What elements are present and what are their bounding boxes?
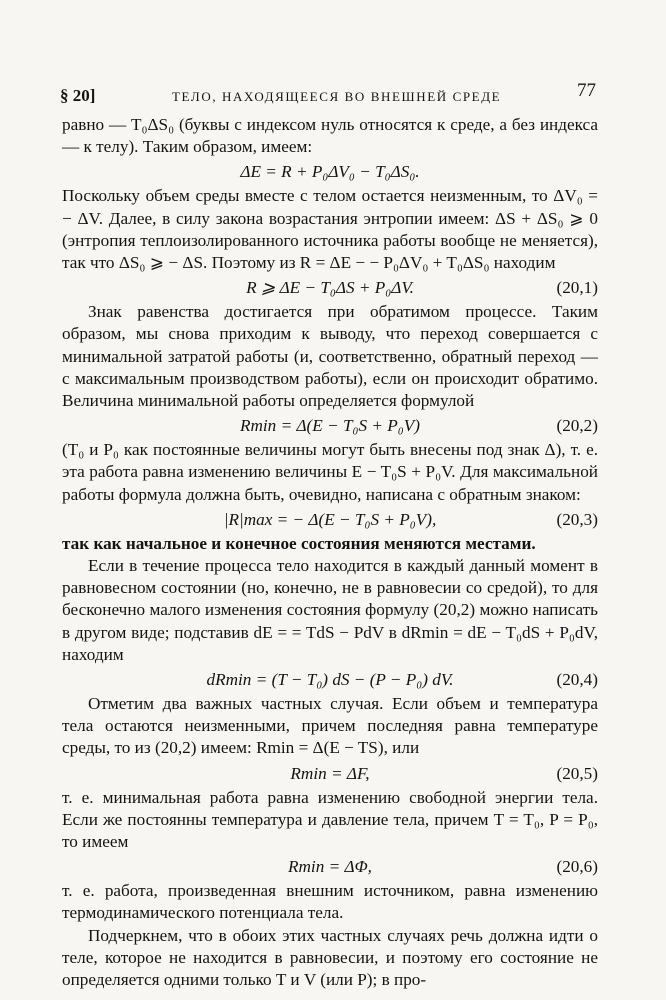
equation <box>62 158 598 185</box>
equation <box>62 274 598 301</box>
paragraph: Знак равенства достигается при обратимом процессе. Таким образом, мы снова приходим к выводу, что переход совершается с минимальной затратой работы (и, соответственно, обратный переход — с максимальным производством работы), если он происходит обратимо. Величина минимальной работы определяется формулой <box>62 302 598 411</box>
page-body <box>62 114 598 991</box>
equation <box>62 760 598 787</box>
equation-number: (20,2) <box>556 416 598 436</box>
paragraph: так как начальное и конечное состояния меняются местами. <box>62 533 536 553</box>
page-number: 77 <box>577 80 596 101</box>
paragraph: Подчеркнем, что в обоих этих частных случаях речь должна идти о теле, которое не находится в равновесии, и поэтому его состояние не определяется одними только T и V (или P); в про- <box>62 925 598 990</box>
running-title: ТЕЛО, НАХОДЯЩЕЕСЯ ВО ВНЕШНЕЙ СРЕДЕ <box>172 89 502 104</box>
equation-formula: R ⩾ ΔE − T₀ΔS + P₀ΔV. <box>246 278 414 298</box>
equation <box>62 666 598 693</box>
paragraph: Отметим два важных частных случая. Если объем и температура тела остаются неизменными, причем последняя равна температуре среды, то из (20,2) имеем: Rmin = Δ(E − TS), или <box>62 694 598 758</box>
section-marker: § 20] <box>60 86 96 105</box>
equation-number: (20,6) <box>556 857 598 877</box>
paragraph: (T₀ и P₀ как постоянные величины могут быть внесены под знак Δ), т. е. эта работа равна изменению величины E − T₀S + P₀V. Для максимальной работы формула должна быть, очевидно, написана с обратным знаком: <box>62 440 598 504</box>
equation-formula: Rmin = Δ(E − T₀S + P₀V) <box>240 416 420 436</box>
equation-number: (20,3) <box>556 509 598 529</box>
equation-formula: ΔE = R + P₀ΔV₀ − T₀ΔS₀. <box>240 162 420 182</box>
equation-formula: dRmin = (T − T₀) dS − (P − P₀) dV. <box>206 670 454 690</box>
equation-number: (20,5) <box>556 763 598 783</box>
paragraph: Если в течение процесса тело находится в каждый данный момент в равновесном состоянии (но, конечно, не в равновесии со средой), то для бесконечно малого изменения состояния формулу (20,2) можно написать в другом виде; подставив dE = = TdS − PdV в dRmin = dE − T₀dS + P₀dV, находим <box>62 556 598 664</box>
equation <box>62 853 598 880</box>
paragraph: т. е. минимальная работа равна изменению свободной энергии тела. Если же постоянны температура и давление тела, причем T = T₀, P = P₀, то имеем <box>62 787 598 852</box>
equation-formula: Rmin = ΔΦ, <box>288 857 372 877</box>
equation-formula: Rmin = ΔF, <box>290 763 370 783</box>
running-header <box>60 80 596 106</box>
equation-number: (20,4) <box>556 670 598 690</box>
paragraph: Поскольку объем среды вместе с телом остается неизменным, то ΔV₀ = − ΔV. Далее, в силу закона возрастания энтропии имеем: ΔS + ΔS₀ ⩾ 0 (энтропия теплоизолированного источника работы вообще не меняется), так что ΔS₀ ⩾ − ΔS. Поэтому из R = ΔE − − P₀ΔV₀ + T₀ΔS₀ находим <box>62 186 598 273</box>
equation-formula: |R|max = − Δ(E − T₀S + P₀V), <box>223 509 437 529</box>
equation-number: (20,1) <box>556 278 598 298</box>
equation <box>62 506 598 533</box>
equation <box>62 412 598 439</box>
paragraph: т. е. работа, произведенная внешним источником, равна изменению термодинамического потенциала тела. <box>62 881 598 923</box>
paragraph: равно — T₀ΔS₀ (буквы с индексом нуль относятся к среде, а без индекса — к телу). Таким образом, имеем: <box>62 115 598 157</box>
